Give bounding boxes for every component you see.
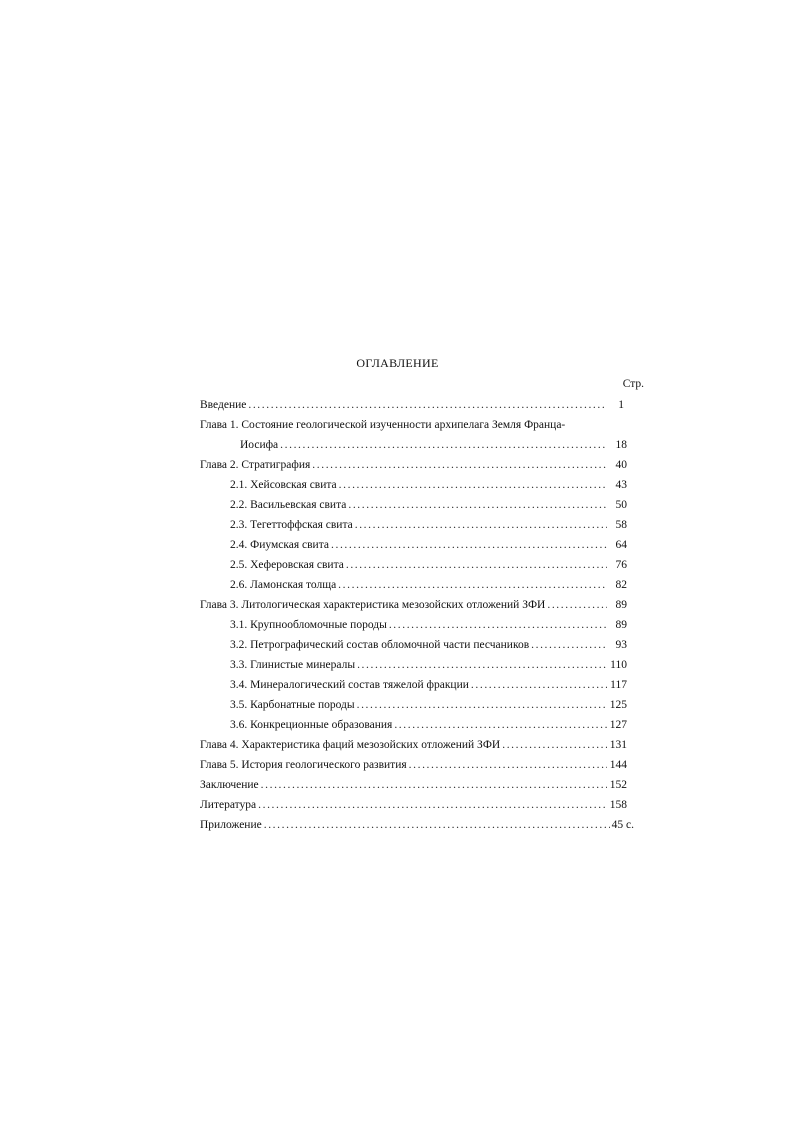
toc-entry-label: Глава 3. Литологическая характеристика мезозойских отложений ЗФИ	[200, 599, 546, 611]
toc-leader	[258, 797, 607, 813]
toc-entry-page: 158	[609, 799, 627, 811]
toc-entry-label: 2.4. Фиумская свита	[230, 539, 329, 551]
toc-entry-chapter-3	[200, 597, 627, 613]
toc-entry-page: 18	[615, 439, 627, 451]
toc-entry-2-3	[230, 517, 627, 533]
toc-entry-label: 3.5. Карбонатные породы	[230, 699, 355, 711]
toc-entry-2-2	[230, 497, 627, 513]
toc-entry-label: 2.6. Ламонская толща	[230, 579, 337, 591]
toc-entry-page: 64	[615, 539, 627, 551]
toc-entry-label: 3.6. Конкреционные образования	[230, 719, 393, 731]
toc-entry-page: 1	[618, 399, 624, 411]
toc-entry-chapter-1-cont	[240, 437, 627, 453]
toc-entry-chapter-5	[200, 757, 627, 773]
toc-entry-chapter-4	[200, 737, 627, 753]
toc-entry-page: 93	[615, 639, 627, 651]
toc-leader	[348, 497, 607, 513]
toc-entry-3-4	[230, 677, 627, 693]
toc-entry-label: 2.2. Васильевская свита	[230, 499, 347, 511]
toc-entry-label: 2.5. Хеферовская свита	[230, 559, 344, 571]
toc-leader	[389, 617, 607, 633]
toc-entry-label: 3.3. Глинистые минералы	[230, 659, 356, 671]
toc-entry-chapter-1	[200, 417, 624, 433]
toc-leader	[394, 717, 607, 733]
toc-entry-2-5	[230, 557, 627, 573]
toc-entry-3-2	[230, 637, 627, 653]
toc-leader	[261, 777, 607, 793]
toc-leader	[331, 537, 607, 553]
toc-entry-page: 58	[615, 519, 627, 531]
toc-entry-page: 117	[610, 679, 627, 691]
toc-entry-label: 2.3. Тегеттоффская свита	[230, 519, 353, 531]
toc-entry-appendix	[200, 817, 634, 833]
toc-entry-label: 3.4. Минералогический состав тяжелой фракции	[230, 679, 469, 691]
toc-entry-page: 89	[615, 599, 627, 611]
toc-leader	[338, 577, 607, 593]
toc-leader	[355, 517, 607, 533]
toc-leader	[280, 437, 607, 453]
toc-entry-introduction	[200, 397, 624, 413]
toc-entry-page: 131	[609, 739, 627, 751]
toc-entry-page: 110	[610, 659, 627, 671]
toc-entry-page: 40	[615, 459, 627, 471]
toc-entry-label: Глава 4. Характеристика фаций мезозойских отложений ЗФИ	[200, 739, 501, 751]
toc-entry-page: 45 с.	[611, 819, 634, 831]
toc-entry-3-1	[230, 617, 627, 633]
toc-entry-page: 152	[609, 779, 627, 791]
toc-entry-chapter-2	[200, 457, 627, 473]
toc-leader	[346, 557, 607, 573]
toc-entry-label: Иосифа	[240, 439, 279, 451]
toc-entry-page: 127	[609, 719, 627, 731]
toc-leader	[312, 457, 607, 473]
toc-leader	[409, 757, 607, 773]
toc-entry-page: 89	[615, 619, 627, 631]
toc-leader	[357, 657, 607, 673]
toc-leader	[502, 737, 607, 753]
toc-entry-label: 3.2. Петрографический состав обломочной части песчаников	[230, 639, 530, 651]
toc-entry-conclusion	[200, 777, 627, 793]
toc-entry-page: 144	[609, 759, 627, 771]
toc-entry-label: Заключение	[200, 779, 259, 791]
toc-entry-page: 76	[615, 559, 627, 571]
toc-entry-label: Глава 2. Стратиграфия	[200, 459, 311, 471]
toc-entry-page: 50	[615, 499, 627, 511]
toc-entry-3-3	[230, 657, 627, 673]
toc-entry-page: 43	[615, 479, 627, 491]
toc-title: ОГЛАВЛЕНИЕ	[356, 356, 439, 370]
toc-entry-2-4	[230, 537, 627, 553]
toc-entry-2-1	[230, 477, 627, 493]
toc-entry-label: Введение	[200, 399, 247, 411]
toc-entry-3-6	[230, 717, 627, 733]
toc-leader	[264, 817, 610, 833]
toc-entry-label: Приложение	[200, 819, 262, 831]
toc-entry-literature	[200, 797, 627, 813]
page-column-label: Стр.	[622, 378, 644, 390]
toc-entry-label: 3.1. Крупнообломочные породы	[230, 619, 387, 631]
toc-entry-label: 2.1. Хейсовская свита	[230, 479, 337, 491]
toc-leader	[531, 637, 607, 653]
toc-leader	[357, 697, 607, 713]
toc-entry-page: 125	[609, 699, 627, 711]
toc-entry-label: Глава 1. Состояние геологической изученности архипелага Земля Франца-	[200, 419, 566, 431]
toc-leader	[547, 597, 607, 613]
toc-entry-label: Литература	[200, 799, 257, 811]
toc-leader	[248, 397, 604, 413]
toc-entry-2-6	[230, 577, 627, 593]
toc-leader	[471, 677, 607, 693]
toc-entry-page: 82	[615, 579, 627, 591]
toc-entry-3-5	[230, 697, 627, 713]
toc-entry-label: Глава 5. История геологического развития	[200, 759, 407, 771]
toc-leader	[339, 477, 607, 493]
